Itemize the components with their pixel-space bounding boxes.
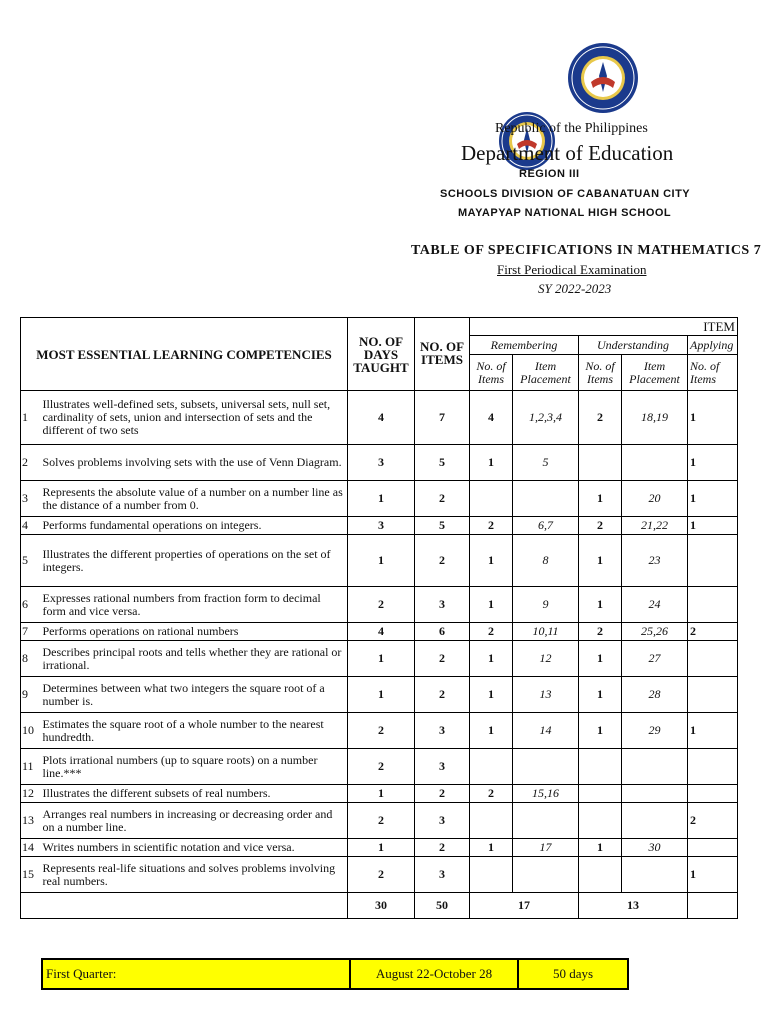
understanding-placement: [622, 857, 688, 893]
applying-count: 2: [688, 803, 738, 839]
remembering-count: [470, 857, 513, 893]
table-row: [21, 785, 738, 803]
region-text: REGION III: [519, 168, 580, 180]
competency-text: Determines between what two integers the square root of a number is.: [41, 677, 348, 713]
competency-text: Illustrates the different subsets of real numbers.: [41, 785, 348, 803]
understanding-count: 1: [579, 587, 622, 623]
total-understanding: 13: [579, 893, 688, 919]
header-no-of-items: NO. OF ITEMS: [415, 318, 470, 391]
competency-text: Illustrates the different properties of operations on the set of integers.: [41, 535, 348, 587]
days-taught: 2: [348, 749, 415, 785]
table-row: [21, 749, 738, 785]
total-days: 30: [348, 893, 415, 919]
competency-text: Represents the absolute value of a number on a number line as the distance of a number from 0.: [41, 481, 348, 517]
remembering-placement: 1,2,3,4: [513, 391, 579, 445]
understanding-placement: [622, 749, 688, 785]
items-count: 3: [415, 857, 470, 893]
understanding-placement: 21,22: [622, 517, 688, 535]
table-row: [21, 391, 738, 445]
remembering-placement: 12: [513, 641, 579, 677]
applying-count: [688, 677, 738, 713]
level-applying: Applying: [688, 336, 738, 355]
items-count: 3: [415, 803, 470, 839]
applying-count: 1: [688, 857, 738, 893]
remembering-count: 1: [470, 677, 513, 713]
row-number: 7: [21, 623, 41, 641]
table-row: [21, 623, 738, 641]
table-row: [21, 587, 738, 623]
school-year: SY 2022-2023: [538, 281, 612, 296]
table-row: [21, 481, 738, 517]
sub-item-placement: Item Placement: [622, 355, 688, 391]
table-row: [21, 641, 738, 677]
understanding-placement: [622, 445, 688, 481]
remembering-placement: 14: [513, 713, 579, 749]
items-count: 3: [415, 713, 470, 749]
table-row: [21, 839, 738, 857]
items-count: 2: [415, 785, 470, 803]
competency-text: Performs operations on rational numbers: [41, 623, 348, 641]
understanding-count: 2: [579, 391, 622, 445]
remembering-placement: 8: [513, 535, 579, 587]
quarter-days: 50 days: [518, 959, 628, 989]
remembering-placement: [513, 481, 579, 517]
remembering-count: 1: [470, 641, 513, 677]
days-taught: 3: [348, 517, 415, 535]
understanding-count: 2: [579, 623, 622, 641]
row-number: 4: [21, 517, 41, 535]
table-row: [21, 677, 738, 713]
remembering-count: 2: [470, 623, 513, 641]
understanding-count: 2: [579, 517, 622, 535]
items-count: 6: [415, 623, 470, 641]
remembering-count: 1: [470, 839, 513, 857]
row-number: 1: [21, 391, 41, 445]
applying-count: 2: [688, 623, 738, 641]
competency-text: Writes numbers in scientific notation and vice versa.: [41, 839, 348, 857]
applying-count: [688, 641, 738, 677]
remembering-placement: 13: [513, 677, 579, 713]
total-items: 50: [415, 893, 470, 919]
totals-label-cell: [21, 893, 348, 919]
understanding-count: 1: [579, 535, 622, 587]
days-taught: 4: [348, 623, 415, 641]
remembering-count: 1: [470, 535, 513, 587]
table-row: [21, 445, 738, 481]
row-number: 5: [21, 535, 41, 587]
remembering-count: 1: [470, 713, 513, 749]
remembering-placement: 6,7: [513, 517, 579, 535]
understanding-count: [579, 803, 622, 839]
understanding-count: 1: [579, 677, 622, 713]
sub-no-items: No. of Items: [579, 355, 622, 391]
items-count: 2: [415, 677, 470, 713]
days-taught: 2: [348, 713, 415, 749]
remembering-count: 4: [470, 391, 513, 445]
items-count: 5: [415, 517, 470, 535]
row-number: 3: [21, 481, 41, 517]
items-count: 2: [415, 641, 470, 677]
understanding-placement: 24: [622, 587, 688, 623]
understanding-placement: 30: [622, 839, 688, 857]
understanding-count: [579, 749, 622, 785]
understanding-count: 1: [579, 481, 622, 517]
understanding-placement: 18,19: [622, 391, 688, 445]
total-remembering: 17: [470, 893, 579, 919]
items-count: 5: [415, 445, 470, 481]
remembering-placement: 5: [513, 445, 579, 481]
table-row: [21, 535, 738, 587]
items-count: 7: [415, 391, 470, 445]
exam-title: First Periodical Examination: [497, 262, 647, 277]
remembering-count: 1: [470, 587, 513, 623]
document-title: TABLE OF SPECIFICATIONS IN MATHEMATICS 7: [411, 243, 762, 258]
understanding-placement: 28: [622, 677, 688, 713]
remembering-placement: 15,16: [513, 785, 579, 803]
applying-count: [688, 785, 738, 803]
header-days-taught: NO. OF DAYS TAUGHT: [348, 318, 415, 391]
days-taught: 2: [348, 857, 415, 893]
applying-count: [688, 535, 738, 587]
quarter-range: August 22-October 28: [350, 959, 518, 989]
understanding-placement: 20: [622, 481, 688, 517]
remembering-count: 2: [470, 517, 513, 535]
competency-text: Illustrates well-defined sets, subsets, universal sets, null set, cardinality of sets, union and intersection of sets and the different of two sets: [41, 391, 348, 445]
school-text: MAYAPYAP NATIONAL HIGH SCHOOL: [458, 207, 672, 219]
row-number: 2: [21, 445, 41, 481]
days-taught: 1: [348, 641, 415, 677]
row-number: 14: [21, 839, 41, 857]
competency-text: Arranges real numbers in increasing or decreasing order and on a number line.: [41, 803, 348, 839]
days-taught: 4: [348, 391, 415, 445]
days-taught: 1: [348, 481, 415, 517]
competency-text: Represents real-life situations and solves problems involving real numbers.: [41, 857, 348, 893]
applying-count: 1: [688, 445, 738, 481]
sub-no-items: No. of Items: [470, 355, 513, 391]
days-taught: 1: [348, 785, 415, 803]
items-count: 2: [415, 839, 470, 857]
applying-count: 1: [688, 391, 738, 445]
remembering-placement: [513, 803, 579, 839]
remembering-placement: 17: [513, 839, 579, 857]
days-taught: 1: [348, 839, 415, 857]
remembering-count: [470, 481, 513, 517]
days-taught: 1: [348, 677, 415, 713]
competency-text: Estimates the square root of a whole number to the nearest hundredth.: [41, 713, 348, 749]
total-applying: [688, 893, 738, 919]
table-row: [21, 517, 738, 535]
remembering-count: 1: [470, 445, 513, 481]
table-row: [21, 803, 738, 839]
items-count: 2: [415, 481, 470, 517]
understanding-count: 1: [579, 839, 622, 857]
understanding-placement: 23: [622, 535, 688, 587]
level-understanding: Understanding: [579, 336, 688, 355]
understanding-count: [579, 445, 622, 481]
applying-count: [688, 839, 738, 857]
applying-count: [688, 749, 738, 785]
remembering-placement: 9: [513, 587, 579, 623]
items-count: 3: [415, 749, 470, 785]
understanding-count: 1: [579, 641, 622, 677]
header-item-group: ITEM: [470, 318, 738, 336]
quarter-label: First Quarter:: [42, 959, 350, 989]
remembering-count: 2: [470, 785, 513, 803]
competency-text: Performs fundamental operations on integers.: [41, 517, 348, 535]
remembering-count: [470, 749, 513, 785]
days-taught: 1: [348, 535, 415, 587]
applying-count: 1: [688, 517, 738, 535]
row-number: 15: [21, 857, 41, 893]
items-count: 2: [415, 535, 470, 587]
row-number: 9: [21, 677, 41, 713]
sub-item-placement: Item Placement: [513, 355, 579, 391]
understanding-placement: 27: [622, 641, 688, 677]
understanding-placement: 25,26: [622, 623, 688, 641]
days-taught: 3: [348, 445, 415, 481]
quarter-box: [41, 958, 629, 990]
days-taught: 2: [348, 587, 415, 623]
competency-text: Solves problems involving sets with the use of Venn Diagram.: [41, 445, 348, 481]
understanding-count: 1: [579, 713, 622, 749]
understanding-placement: 29: [622, 713, 688, 749]
sub-no-items: No. of Items: [688, 355, 738, 391]
table-row: [21, 857, 738, 893]
days-taught: 2: [348, 803, 415, 839]
row-number: 11: [21, 749, 41, 785]
republic-text: Republic of the Philippines: [495, 121, 648, 136]
remembering-count: [470, 803, 513, 839]
items-count: 3: [415, 587, 470, 623]
row-number: 8: [21, 641, 41, 677]
table-row: [21, 713, 738, 749]
competency-text: Describes principal roots and tells whether they are rational or irrational.: [41, 641, 348, 677]
row-number: 6: [21, 587, 41, 623]
specification-table: [20, 317, 738, 919]
applying-count: 1: [688, 481, 738, 517]
remembering-placement: 10,11: [513, 623, 579, 641]
level-remembering: Remembering: [470, 336, 579, 355]
row-number: 13: [21, 803, 41, 839]
division-text: SCHOOLS DIVISION OF CABANATUAN CITY: [440, 188, 691, 200]
remembering-placement: [513, 749, 579, 785]
competency-text: Plots irrational numbers (up to square roots) on a number line.***: [41, 749, 348, 785]
row-number: 10: [21, 713, 41, 749]
understanding-count: [579, 857, 622, 893]
applying-count: 1: [688, 713, 738, 749]
remembering-placement: [513, 857, 579, 893]
competency-text: Expresses rational numbers from fraction form to decimal form and vice versa.: [41, 587, 348, 623]
department-title: Department of Education: [461, 141, 674, 165]
row-number: 12: [21, 785, 41, 803]
understanding-count: [579, 785, 622, 803]
understanding-placement: [622, 785, 688, 803]
applying-count: [688, 587, 738, 623]
understanding-placement: [622, 803, 688, 839]
header-competencies: MOST ESSENTIAL LEARNING COMPETENCIES: [21, 318, 348, 391]
deped-seal-large: [567, 42, 639, 114]
